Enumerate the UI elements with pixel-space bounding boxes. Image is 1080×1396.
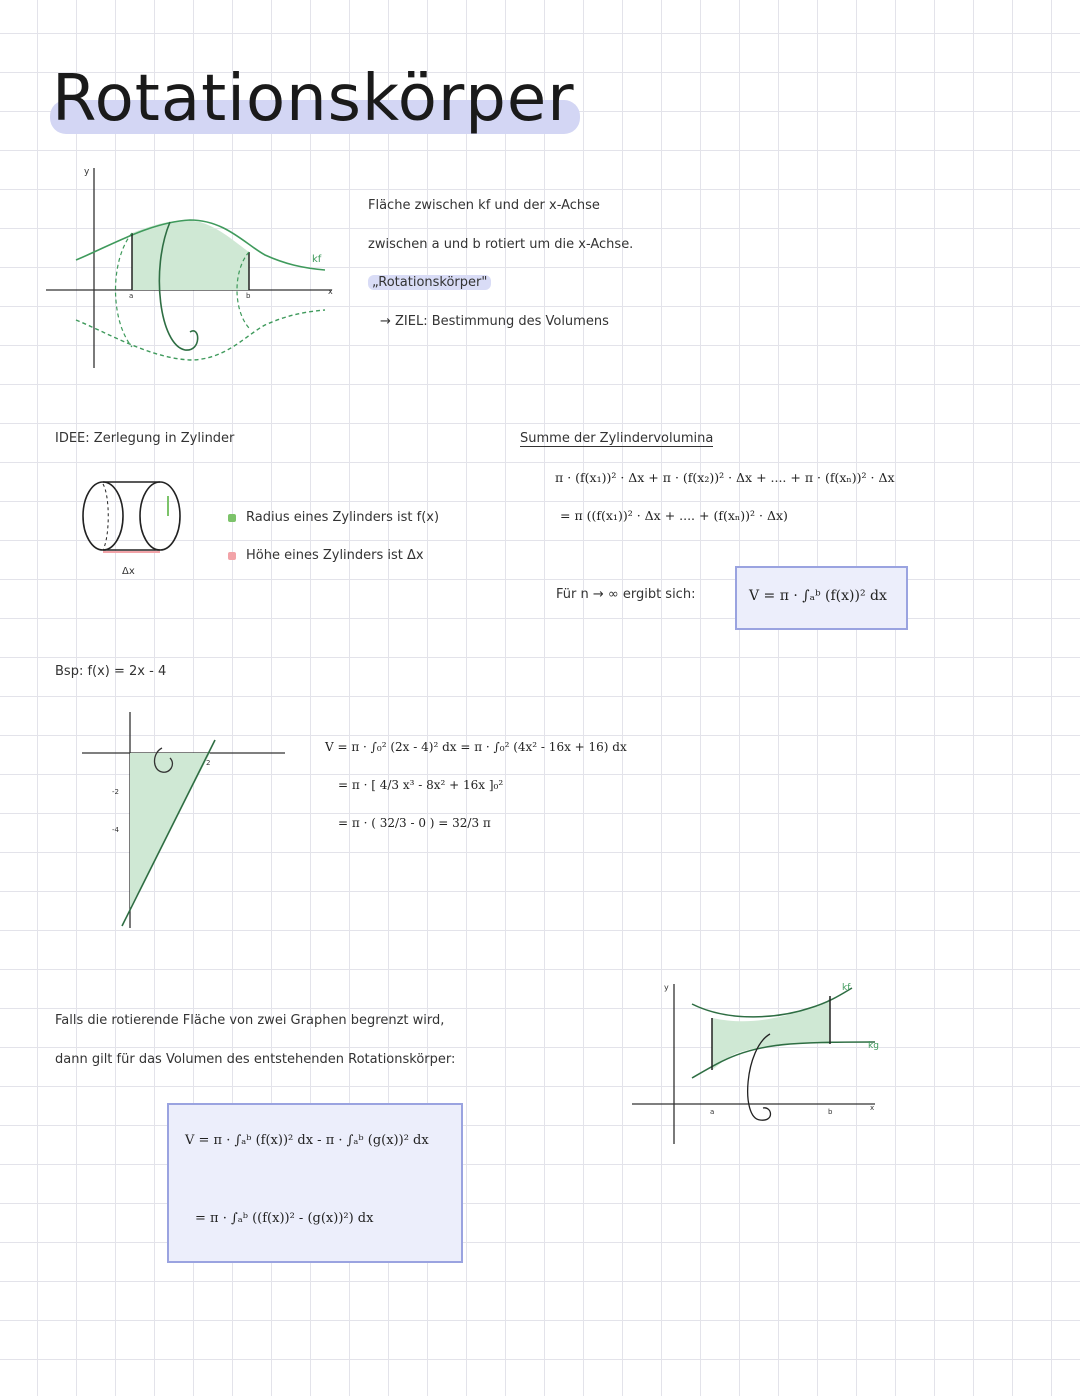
kf-label: kf [312,254,322,265]
example-line-3: = π · ( 32/3 - 0 ) = 32/3 π [338,816,491,830]
x-axis-label-2: x [870,1104,875,1112]
y-axis-label: y [84,167,90,177]
volume-formula-box [735,566,908,630]
intro-line-3: „Rotationskörper" [368,275,491,290]
cylinder-sketch [78,476,193,581]
rotation-graph [40,160,350,375]
b-label: b [246,292,251,300]
y-axis-label-2: y [664,983,669,992]
height-color-swatch [228,552,236,560]
two-graphs-formula-box [167,1103,463,1263]
example-line-1: V = π · ∫₀² (2x - 4)² dx = π · ∫₀² (4x² - 16x + 16) dx [325,740,627,754]
y-tick-minus-2: -2 [112,788,119,796]
two-graphs-text-2: dann gilt für das Volumen des entstehenden Rotationskörper: [55,1052,456,1067]
sum-line-2: = π ((f(x₁))² · Δx + .... + (f(xₙ))² · Δx) [560,508,788,523]
two-graphs-chart [630,978,885,1148]
radius-color-swatch [228,514,236,522]
example-line-2: = π · [ 4/3 x³ - 8x² + 16x ]₀² [338,778,504,792]
volume-formula: V = π · ∫ₐᵇ (f(x))² dx [749,588,887,604]
intro-line-4: → ZIEL: Bestimmung des Volumens [380,314,609,329]
a-label: a [129,292,134,300]
intro-line-1: Fläche zwischen kf und der x-Achse [368,198,600,213]
b-label-2: b [828,1108,833,1116]
sum-heading: Summe der Zylindervolumina [520,431,714,446]
kg-label: kg [868,1041,879,1051]
two-graphs-text-1: Falls die rotierende Fläche von zwei Graphen begrenzt wird, [55,1013,445,1028]
intro-line-2: zwischen a und b rotiert um die x-Achse. [368,237,634,252]
example-heading: Bsp: f(x) = 2x - 4 [55,664,167,679]
example-graph [80,708,290,933]
x-tick-2: 2 [206,759,211,767]
legend-radius: Radius eines Zylinders ist f(x) [228,510,439,525]
two-graphs-formula-1: V = π · ∫ₐᵇ (f(x))² dx - π · ∫ₐᵇ (g(x))² dx [185,1133,429,1148]
idea-heading: IDEE: Zerlegung in Zylinder [55,431,235,446]
y-tick-minus-4: -4 [112,826,119,834]
legend-height: Höhe eines Zylinders ist Δx [228,548,424,563]
sum-line-1: π · (f(x₁))² · Δx + π · (f(x₂))² · Δx + .... + π · (f(xₙ))² · Δx [555,470,895,485]
kf-label-2: kf [842,983,851,993]
limit-text: Für n → ∞ ergibt sich: [556,587,696,602]
two-graphs-formula-2: = π · ∫ₐᵇ ((f(x))² - (g(x))²) dx [195,1211,374,1226]
page-title: Rotationskörper [52,62,575,136]
a-label-2: a [710,1108,715,1116]
x-axis-label: x [328,287,333,296]
dx-label: Δx [122,566,135,577]
